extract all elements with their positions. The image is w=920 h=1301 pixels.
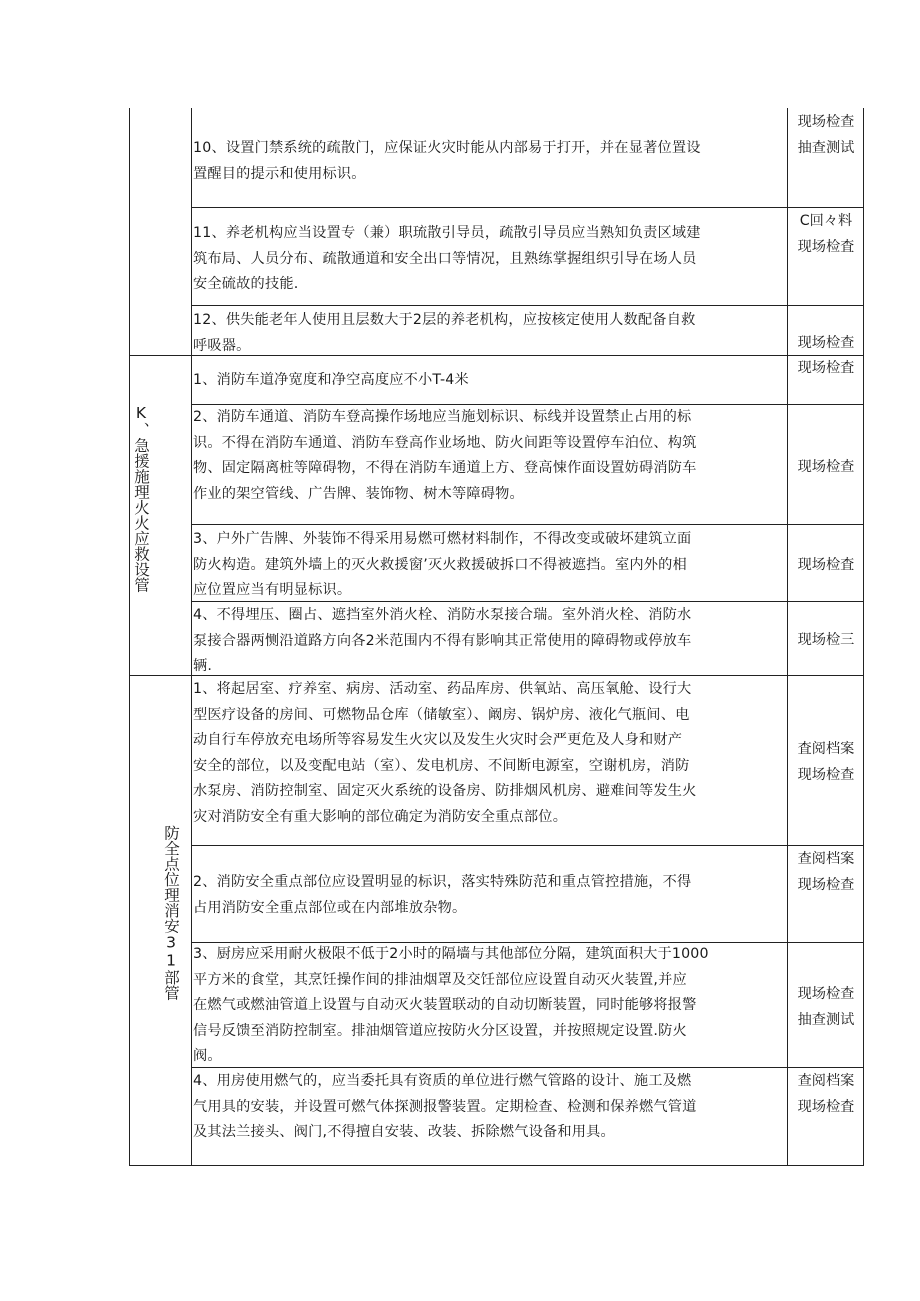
row-divider (191, 305, 864, 306)
inspection-method: 现场检查 抽查测试 (797, 986, 855, 1028)
requirement-text: 11、养老机构应当设置专（兼）职琉散引导员，疏散引导员应当熟知负责区域建 筑布局、人员分布、疏散通道和安全出口等情况，且熟练掌握组织引导在场人员 安全硫故的技能. (193, 225, 701, 292)
inspection-method: 现场检査 (797, 557, 855, 573)
row-divider (191, 207, 864, 208)
table-divider-category (191, 108, 192, 1166)
table-divider-method (787, 108, 788, 1166)
inspection-method: 査阅档案 现场检查 (797, 741, 855, 783)
requirement-text: 1、消防车道净宽度和净空高度应不小T-4米 (193, 372, 469, 388)
category-label: K、急援施理火火应救设管 (132, 404, 150, 593)
inspection-method: 现场检查 抽查测试 (797, 114, 855, 156)
table-border-left (129, 108, 130, 1166)
table-border-right (863, 108, 864, 1166)
inspection-method: C回々料 现场检査 (797, 213, 855, 255)
row-divider (191, 524, 864, 525)
inspection-method: 现场检査 (797, 360, 855, 376)
requirement-text: 10、设置门禁系统的疏散门，应保证火灾时能从内部易于打开，并在显著位置设 置醒目的提示和使用标识。 (193, 140, 701, 182)
requirement-text: 3、户外广告牌、外装饰不得采用易燃可燃材料制作，不得改变或破坏建筑立面 防火构造。建筑外墙上的灭火救援窗’灭火救援破拆口不得被遮挡。室内外的相 应位置应当有明显标识。 (193, 531, 692, 598)
requirement-text: 3、厨房应采用耐火极限不低于2小时的隔墙与其他部位分隔，建筑面积大于1000 平方米的食堂，其烹饪操作间的排油烟罩及交饪部位应设置自动灭火装置,并应 在燃气或燃油管道上设置与自动灭火装置联动的自动切断装置，同时能够将报警 信号反馈至消防控制室。排油烟管道应按防火分区设置，并按照规定设置.防火 阀。 (193, 946, 709, 1064)
requirement-text: 12、供失能老年人使用且层数大于2层的养老机构，应按核定使用人数配备自救 呼吸器。 (193, 312, 696, 354)
requirement-text: 4、不得埋压、圈占、遮挡室外消火栓、消防水泵接合瑞。室外消火栓、消防水 泵接合器两恻沿道路方向各2米范围内不得有影响其正常使用的障碍物或停放车 辆. (193, 607, 692, 674)
inspection-method: 现场检查 (797, 335, 855, 351)
requirement-text: 1、将起居室、疗养室、病房、活动室、药品库房、供氧站、高压氧舱、设行大 型医疗设备的房间、可燃物品仓库（储敏室）、阚房、锅炉房、液化气瓶间、电 动自行车停放充电场所等容易发生火灾以及发生火灾时会严更危及人身和财产 安全的部位，以及变配电站（室）、发电机房、不间断电源室，空谢机房，消防 水泵房、消防控制室、固定灭火系统的设备房、防排烟风机房、避难间等发生火 灾对消防安全有重大影响的部位确定为消防安全重点部位。 (193, 681, 697, 825)
requirement-text: 2、消防安全重点部位应设置明显的标识，落实特殊防范和重点管控措施，不得 占用消防安全重点部位或在内部堆放杂物。 (193, 874, 692, 916)
inspection-method: 现场检三 (797, 632, 855, 648)
row-divider (191, 845, 864, 846)
inspection-method: 查阅档案 现场检査 (797, 1073, 855, 1115)
inspection-method: 现场检查 (797, 459, 855, 475)
requirement-text: 2、消防车通道、消防车登高操作场地应当施划标识、标线并设置禁止占用的标 识。不得在消防车通道、消防车登高作业场地、防火间距等设置停车泊位、构筑 物、固定隔离桩等障碍物，不得在消防车通道上方、登高悚作面设置妨碍消防车 作业的架空管线、广告牌、装饰物、树木等障碍物。 (193, 409, 697, 502)
category-label: 防全点位理消安31部管 (162, 825, 180, 1001)
requirement-text: 4、用房使用燃气的，应当委托具有资质的单位进行燃气管路的设计、施工及燃 气用具的安装，并设置可燃气体探测报警装置。定期检查、检测和保养燃气管道 及其法兰接头、阀门,不得擅自安装、改装、拆除燃气设备和用具。 (193, 1073, 697, 1140)
table-border-bottom (129, 1165, 864, 1166)
inspection-method: 查阅档案 现场检查 (797, 851, 855, 893)
